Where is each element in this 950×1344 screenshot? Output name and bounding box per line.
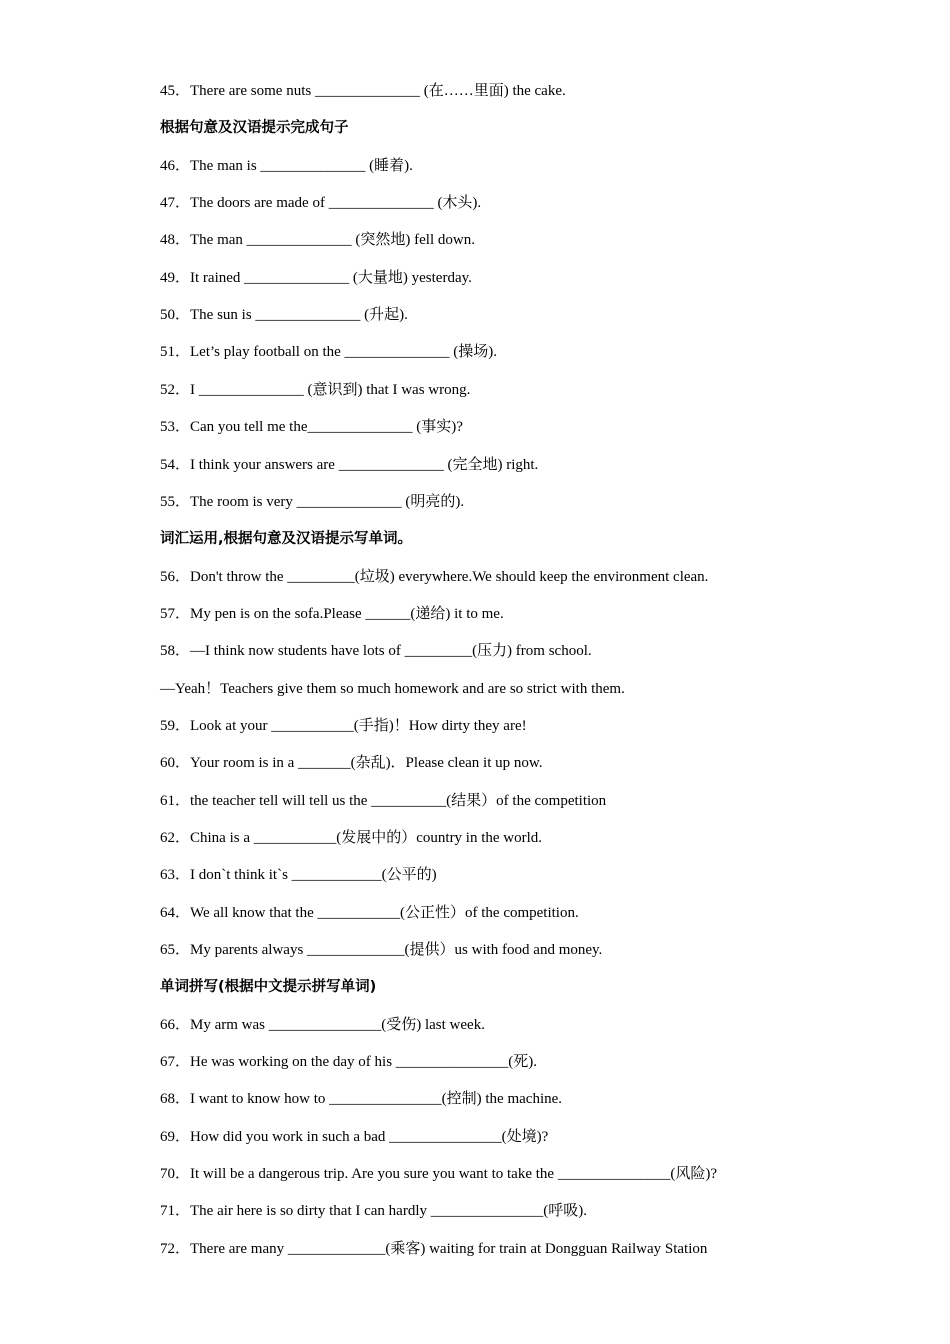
section-heading-complete-sentences: 根据句意及汉语提示完成句子 (160, 120, 349, 136)
question-72: 72．There are many _____________(乘客) waiting for train at Dongguan Railway Station (160, 1241, 708, 1257)
question-58: 58．—I think now students have lots of _________(压力) from school. (160, 643, 592, 659)
question-71: 71．The air here is so dirty that I can hardly _______________(呼吸). (160, 1203, 587, 1219)
question-63: 63．I don`t think it`s ____________(公平的) (160, 867, 437, 883)
question-54: 54．I think your answers are ______________ (完全地) right. (160, 457, 539, 473)
question-64: 64．We all know that the ___________(公正性）of the competition. (160, 905, 579, 921)
question-68: 68．I want to know how to _______________(控制) the machine. (160, 1091, 563, 1107)
question-52: 52．I ______________ (意识到) that I was wrong. (160, 382, 471, 398)
question-60: 60．Your room is in a _______(杂乱)．Please clean it up now. (160, 755, 543, 771)
question-45: 45．There are some nuts ______________ (在……里面) the cake. (160, 83, 566, 99)
question-70: 70．It will be a dangerous trip. Are you sure you want to take the _______________(风险)? (160, 1166, 717, 1182)
question-66: 66．My arm was _______________(受伤) last week. (160, 1017, 485, 1033)
question-67: 67．He was working on the day of his _______________(死). (160, 1054, 538, 1070)
question-56: 56．Don't throw the _________(垃圾) everywhere.We should keep the environment clean. (160, 569, 709, 585)
question-55: 55．The room is very ______________ (明亮的). (160, 494, 465, 510)
question-58-reply: —Yeah！Teachers give them so much homework and are so strict with them. (160, 681, 625, 697)
section-heading-spelling: 单词拼写(根据中文提示拼写单词) (160, 979, 377, 995)
section-heading-vocabulary-use: 词汇运用,根据句意及汉语提示写单词。 (160, 531, 413, 547)
question-59: 59．Look at your ___________(手指)！How dirty they are! (160, 718, 527, 734)
question-47: 47．The doors are made of ______________ (木头). (160, 195, 482, 211)
question-48: 48．The man ______________ (突然地) fell down. (160, 232, 475, 248)
question-51: 51．Let’s play football on the ______________ (操场). (160, 344, 498, 360)
question-53: 53．Can you tell me the______________ (事实)? (160, 419, 463, 435)
question-69: 69．How did you work in such a bad _______________(处境)? (160, 1129, 549, 1145)
question-49: 49．It rained ______________ (大量地) yesterday. (160, 270, 472, 286)
question-65: 65．My parents always _____________(提供）us with food and money. (160, 942, 603, 958)
question-61: 61．the teacher tell will tell us the __________(结果）of the competition (160, 793, 607, 809)
question-62: 62．China is a ___________(发展中的）country in the world. (160, 830, 543, 846)
question-57: 57．My pen is on the sofa.Please ______(递给) it to me. (160, 606, 504, 622)
question-46: 46．The man is ______________ (睡着). (160, 158, 413, 174)
question-50: 50．The sun is ______________ (升起). (160, 307, 408, 323)
